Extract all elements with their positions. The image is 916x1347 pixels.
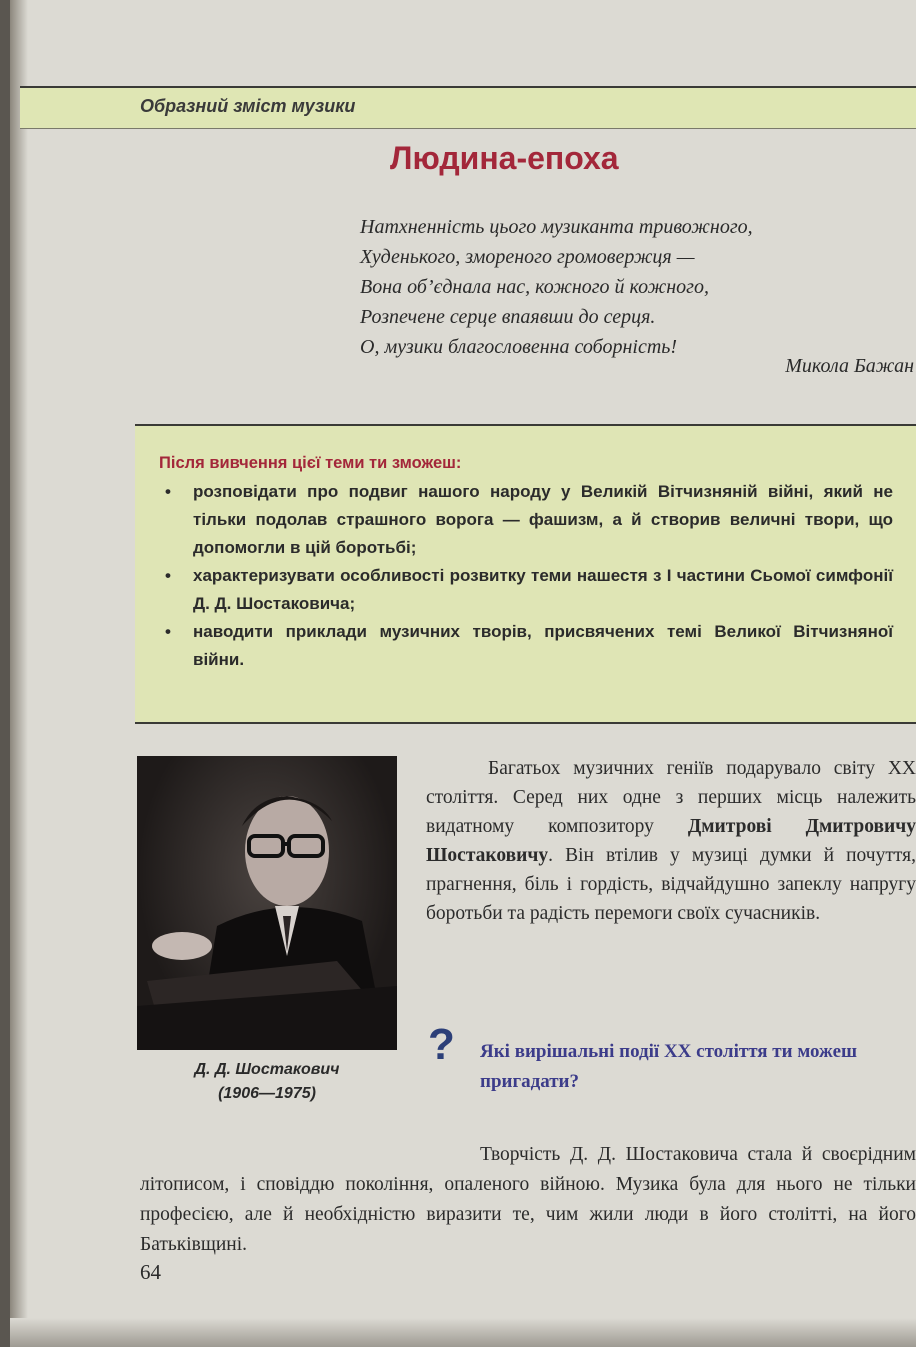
epigraph-line: Вона об’єднала нас, кожного й кожного, xyxy=(360,276,709,298)
shostakovich-portrait-photo xyxy=(137,756,397,1050)
epigraph-line: О, музики благословенна соборність! xyxy=(360,336,678,358)
photo-caption xyxy=(137,1058,397,1106)
intro-text-before: Багатьох музичних геніїв подарувало світу XX століття. Серед них одне з перших місць належить видатному композитору xyxy=(426,758,916,837)
photo-caption-years: (1906—1975) xyxy=(218,1085,316,1102)
learning-goals-list xyxy=(193,478,893,674)
portrait-illustration xyxy=(137,756,397,1050)
closing-text: Творчість Д. Д. Шостаковича стала й своєрідним літописом, і сповіддю покоління, опаленого війною. Музика була для нього не тільки професією, але й необхідністю виразити те, чим жили люди в його столітті, на його Батьківщині. xyxy=(140,1144,916,1255)
learning-goal-item: • характеризувати особливості розвитку теми нашестя з І частини Сьомої симфонії Д. Д. Шостаковича; xyxy=(193,562,893,618)
section-header-band xyxy=(20,86,916,129)
question-mark-icon: ? xyxy=(428,1020,455,1069)
page-title: Людина-епоха xyxy=(390,140,619,176)
composer-name: Дмитрові Дмитровичу Шостаковичу xyxy=(426,816,916,866)
closing-paragraph xyxy=(140,1140,916,1260)
page-binding-shadow xyxy=(10,0,28,1347)
epigraph-author: Микола Бажан xyxy=(785,355,914,377)
learning-goals-box xyxy=(135,424,916,724)
learning-goal-item: • наводити приклади музичних творів, присвячених темі Великої Вітчизняної війни. xyxy=(193,618,893,674)
discussion-question: Які вирішальні події XX століття ти можеш пригадати? xyxy=(480,1041,858,1092)
epigraph xyxy=(360,212,916,362)
intro-paragraph xyxy=(426,754,916,928)
photo-caption-name: Д. Д. Шостакович xyxy=(194,1061,340,1078)
learning-goal-item: • розповідати про подвиг нашого народу у Великій Вітчизняній війні, який не тільки подолав страшного ворога — фашизм, а й створив величні твори, що допомогли в цій боротьбі; xyxy=(193,478,893,562)
page-number: 64 xyxy=(140,1260,161,1284)
intro-text-after: . Він втілив у музиці думки й почуття, прагнення, біль і гордість, відчайдушно запеклу напругу боротьби та радість перемоги своїх сучасників. xyxy=(426,845,916,924)
page-bottom-edge xyxy=(10,1318,916,1347)
epigraph-line: Худенького, змореного громовержця — xyxy=(360,246,695,268)
learning-goals-heading: Після вивчення цієї теми ти зможеш: xyxy=(159,454,462,472)
section-title: Образний зміст музики xyxy=(140,96,356,116)
textbook-page xyxy=(10,0,916,1347)
epigraph-line: Розпечене серце впаявши до серця. xyxy=(360,306,656,328)
epigraph-line: Натхненність цього музиканта тривожного, xyxy=(360,216,753,238)
